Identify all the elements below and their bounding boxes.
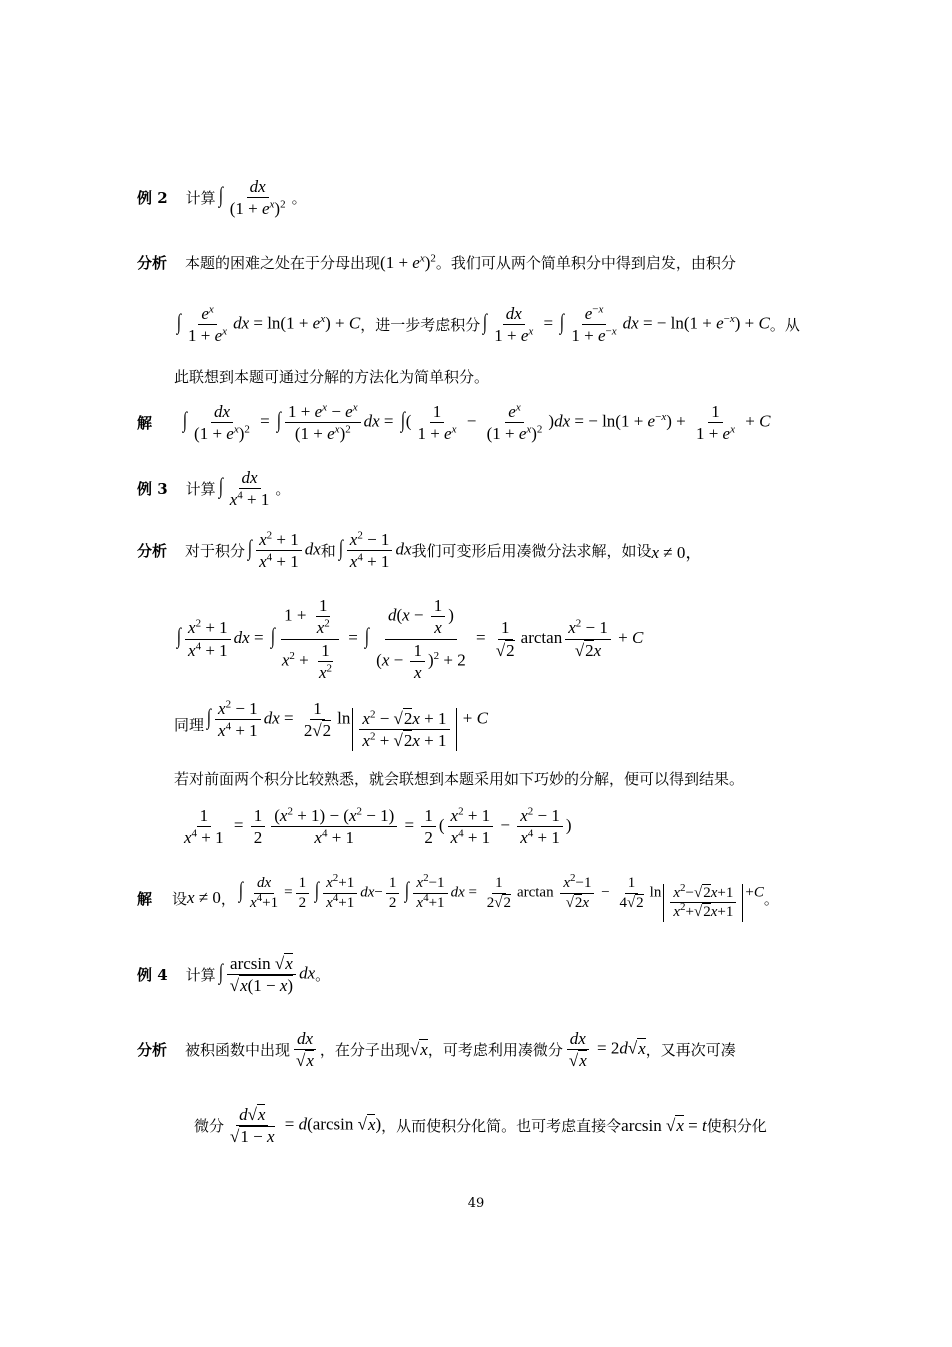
example-4-label: 例 4 bbox=[137, 966, 168, 985]
analysis-4-formula1: $\frac{dx}{√x}$ bbox=[290, 1028, 320, 1072]
page-number: 49 bbox=[467, 1196, 485, 1211]
analysis-3-formula6: $\frac{1}{x^4 + 1}$ = $\frac{1}{2}$ $\frac{(x^2 + 1) - (x^2 - 1)}{x^4 + 1}$ = $\frac{1}{2}$ ( $\frac{x^2 + 1}{x^4 + 1}$ − $\frac{x^2 - 1}{x^4 + 1}$ ) bbox=[184, 805, 572, 848]
analysis-2-text4: 。从 bbox=[769, 316, 800, 335]
solution-2-label: 解 bbox=[137, 414, 153, 433]
example-3-text: 计算 bbox=[185, 480, 216, 499]
solution-3 bbox=[137, 874, 779, 922]
example-2-end: 。 bbox=[291, 189, 307, 208]
analysis-3-formula5: ∫ $\frac{x^2 - 1}{x^4 + 1}$ dx = $\frac{1}{2√2}$ ln $\frac{x^2 - √2x + 1}{x^2 + √2x + 1}$ + C bbox=[206, 698, 488, 750]
analysis-3-label: 分析 bbox=[137, 542, 168, 561]
analysis-3-line3 bbox=[174, 698, 488, 751]
analysis-4-text4: ，又再次可凑 bbox=[645, 1041, 736, 1060]
analysis-4-text6: ，从而使积分化简。也可考虑直接令 bbox=[381, 1117, 622, 1136]
analysis-2-formula3: ∫ $\frac{dx}{1 + e^x}$ = ∫ $\frac{e^{-x}}{1 + e^{-x}}$ dx = − $\ln(1 + e^{-x}) + C$ bbox=[483, 303, 770, 346]
analysis-4-text5: 微分 bbox=[194, 1117, 225, 1136]
analysis-4-formula5: arcsin √x = t bbox=[621, 1115, 707, 1135]
analysis-4-text1: 被积函数中出现 bbox=[185, 1041, 291, 1060]
example-2-label: 例 2 bbox=[137, 189, 168, 208]
example-3 bbox=[137, 467, 290, 511]
analysis-3-formula3: x ≠ 0， bbox=[651, 543, 703, 563]
analysis-3-formula2: ∫ $\frac{x^2 - 1}{x^4 + 1}$ dx bbox=[338, 529, 412, 572]
analysis-4-formula3: $\frac{dx}{√x}$ = 2d√x bbox=[563, 1028, 646, 1072]
analysis-3-line2 bbox=[174, 595, 643, 683]
example-4-text: 计算 bbox=[185, 966, 216, 985]
analysis-2-line2 bbox=[174, 303, 800, 347]
example-3-label: 例 3 bbox=[137, 480, 168, 499]
solution-3-formula2: ∫ $\frac{dx}{x^4+1}$ = $\frac{1}{2}$ ∫ $\frac{x^2+1}{x^4+1}$ dx− $\frac{1}{2}$ ∫ $\frac{x^2-1}{x^4+1}$ dx = $\frac{1}{2√2}$ arctan $\frac{x^2-1}{√2x}$ − $\frac{1}{4√2}$ ln $\frac{x^2-√2x+1}{x^2+√2x+1}$ +C bbox=[238, 872, 764, 921]
analysis-3-text5: 若对前面两个积分比较熟悉，就会联想到本题采用如下巧妙的分解，便可以得到结果。 bbox=[174, 770, 745, 788]
analysis-4-text3: ，可考虑利用凑微分 bbox=[427, 1041, 563, 1060]
solution-3-end: 。 bbox=[763, 889, 779, 908]
analysis-3-formula1: ∫ $\frac{x^2 + 1}{x^4 + 1}$ dx bbox=[247, 529, 321, 572]
example-4-formula: ∫ $\frac{\arcsin √x}{√x(1 - x)}$ dx bbox=[218, 954, 316, 996]
analysis-2-text5: 此联想到本题可通过分解的方法化为简单积分。 bbox=[174, 368, 490, 386]
solution-2-formula: ∫ $\frac{dx}{(1 + e^x)^2}$ = ∫ $\frac{1 + e^x - e^x}{(1 + e^x)^2}$ dx = ∫( $\frac{1}{1 + e^x}$ − $\frac{e^x}{(1 + e^x)^2}$ )dx = − $\ln(1 + e^{-x})$ + $\frac{1}{1 + e^x}$ + C bbox=[182, 401, 771, 444]
analysis-4-line2 bbox=[194, 1104, 767, 1148]
analysis-2-text2: 。我们可从两个简单积分中得到启发，由积分 bbox=[435, 254, 736, 272]
solution-3-label: 解 bbox=[137, 889, 153, 908]
analysis-4-text7: 使积分化 bbox=[706, 1117, 767, 1136]
example-2-formula: ∫ $\frac{dx}{(1 + e^x)^2}$ bbox=[218, 177, 286, 219]
example-2-text: 计算 bbox=[185, 189, 216, 208]
analysis-3-text2: 和 bbox=[320, 542, 336, 561]
solution-3-formula1: x ≠ 0 bbox=[187, 888, 221, 908]
example-2 bbox=[137, 176, 307, 220]
analysis-2-formula1: $(1 + e^x)^2$ bbox=[380, 251, 436, 272]
analysis-4-text2: ，在分子出现 bbox=[319, 1041, 410, 1060]
analysis-2-text3: ，进一步考虑积分 bbox=[360, 316, 481, 335]
analysis-3-text4: 同理 bbox=[174, 716, 205, 735]
analysis-4-formula2: √x bbox=[409, 1039, 428, 1059]
example-3-formula: ∫ $\frac{dx}{x^4 + 1}$ bbox=[218, 468, 270, 510]
analysis-3-line4 bbox=[174, 768, 744, 789]
analysis-4-formula4: $\frac{d√x}{√1 - x}$ = d(arcsin √x) bbox=[230, 1105, 382, 1147]
analysis-3-formula4: ∫ $\frac{x^2 + 1}{x^4 + 1}$ dx = ∫ 1 + $\frac{1}{x^2}$ $x^2$ + $\frac{1}{x^2}$ = ∫ d(x − $\frac{1}{x}$ ) (x − $\frac{1}{x}$ )$^2$ + 2 = $\frac{1}{√2}$ arctan $\frac{x^2 - 1}{√2x}$ + C bbox=[176, 596, 644, 682]
analysis-2-line1 bbox=[137, 252, 736, 273]
analysis-3-line1 bbox=[137, 529, 702, 573]
analysis-2-line3 bbox=[174, 366, 489, 387]
solution-3-text2: ， bbox=[220, 889, 236, 908]
analysis-3-line5 bbox=[178, 805, 572, 849]
solution-2 bbox=[137, 401, 770, 445]
analysis-2-formula2: ∫ $\frac{e^x}{1 + e^x}$ dx = $\ln(1 + e^x) + C$ bbox=[176, 303, 361, 346]
analysis-4-line1 bbox=[137, 1028, 736, 1072]
analysis-4-label: 分析 bbox=[137, 1041, 168, 1060]
analysis-2-text1: 本题的困难之处在于分母出现 bbox=[185, 254, 381, 272]
example-4-end: 。 bbox=[315, 966, 331, 985]
example-4 bbox=[137, 953, 330, 997]
analysis-3-text1: 对于积分 bbox=[185, 542, 246, 561]
analysis-3-text3: 我们可变形后用凑微分法求解，如设 bbox=[411, 542, 652, 561]
analysis-2-label: 分析 bbox=[137, 254, 168, 272]
solution-3-text1: 设 bbox=[172, 889, 188, 908]
example-3-end: 。 bbox=[275, 480, 291, 499]
